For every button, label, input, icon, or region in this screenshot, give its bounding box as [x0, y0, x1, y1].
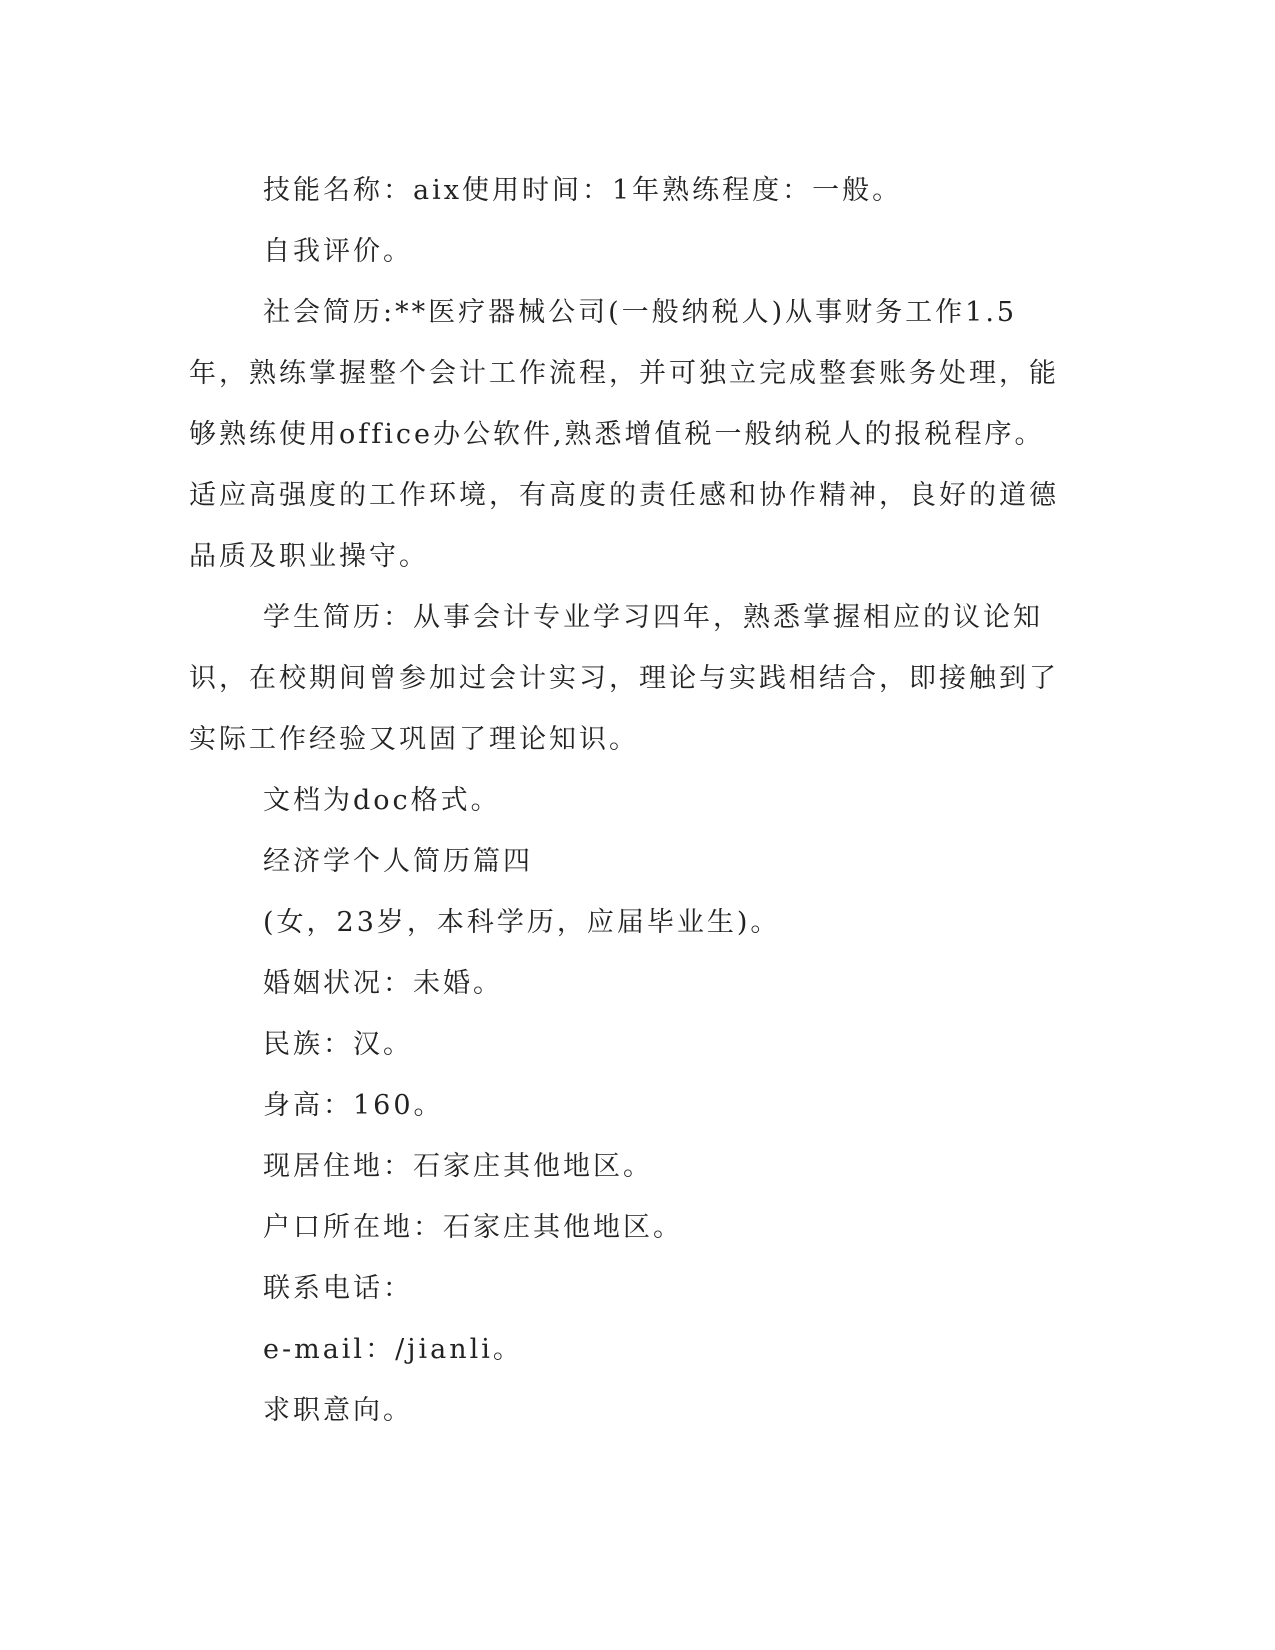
skill-line: 技能名称：aix使用时间：1年熟练程度：一般。 — [263, 175, 903, 206]
self-evaluation-heading: 自我评价。 — [263, 236, 413, 267]
job-intention-heading: 求职意向。 — [263, 1395, 413, 1426]
marital-status-line: 婚姻状况：未婚。 — [263, 968, 503, 999]
email-line: e-mail：/jianli。 — [263, 1334, 523, 1365]
basic-info-line: (女，23岁，本科学历，应届毕业生)。 — [263, 907, 781, 938]
household-registration-line: 户口所在地：石家庄其他地区。 — [263, 1212, 683, 1243]
contact-phone-line: 联系电话： — [263, 1273, 413, 1304]
student-experience-paragraph: 学生简历：从事会计专业学习四年，熟悉掌握相应的议论知识，在校期间曾参加过会计实习，理论与实践相结合，即接触到了实际工作经验又巩固了理论知识。 — [189, 602, 1059, 755]
document-body — [189, 160, 1069, 1441]
social-experience-paragraph: 社会简历:**医疗器械公司(一般纳税人)从事财务工作1.5年，熟练掌握整个会计工作流程，并可独立完成整套账务处理，能够熟练使用office办公软件,熟悉增值税一般纳税人的报税程序。适应高强度的工作环境，有高度的责任感和协作精神，良好的道德品质及职业操守。 — [189, 297, 1059, 572]
resume-section-title: 经济学个人简历篇四 — [263, 846, 533, 877]
current-residence-line: 现居住地：石家庄其他地区。 — [263, 1151, 653, 1182]
doc-format-note: 文档为doc格式。 — [263, 785, 501, 816]
height-line: 身高：160。 — [263, 1090, 444, 1121]
ethnicity-line: 民族：汉。 — [263, 1029, 413, 1060]
